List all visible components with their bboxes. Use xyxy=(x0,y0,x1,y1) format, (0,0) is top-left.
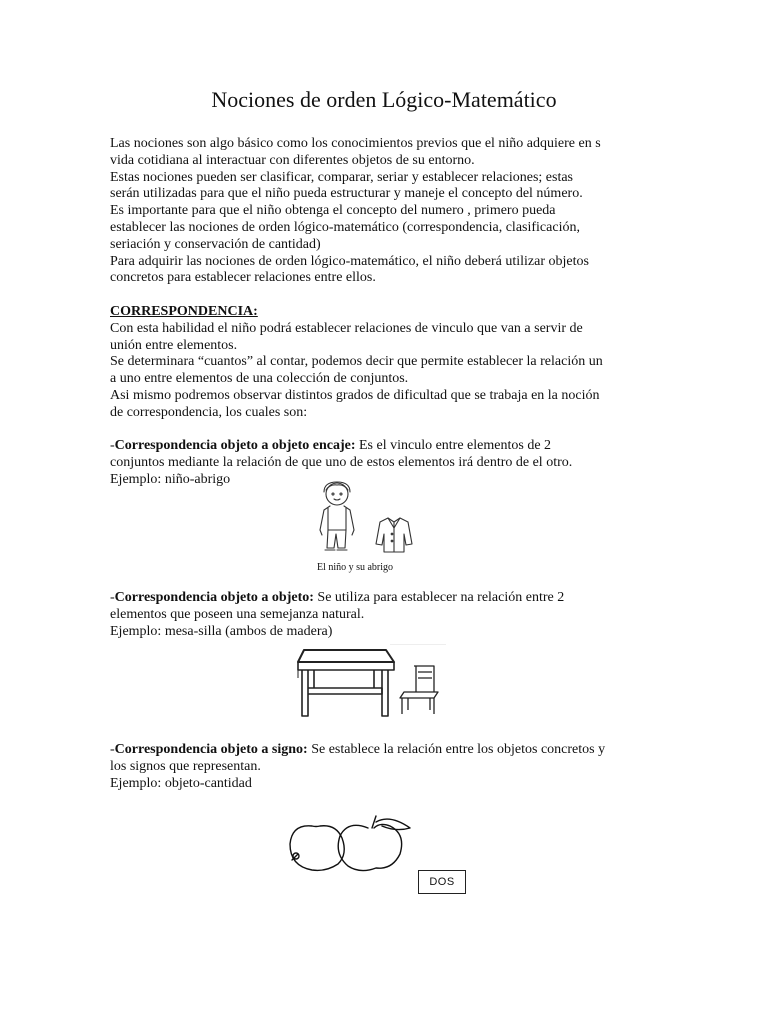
item-first-line xyxy=(110,742,660,759)
intro-line: seriación y conservación de cantidad) xyxy=(110,236,321,252)
item-lead: Correspondencia objeto a objeto encaje: xyxy=(114,438,356,453)
intro-line: Las nociones son algo básico como los conocimientos previos que el niño adquiere en s xyxy=(110,136,601,151)
section-line: unión entre elementos. xyxy=(110,337,238,353)
section-line: Asi mismo podremos observar distintos grados de dificultad que se trabaja en la noción xyxy=(110,387,600,403)
item-prefix: - xyxy=(110,590,115,605)
item-first-line xyxy=(110,438,660,455)
table-icon xyxy=(298,650,394,716)
intro-line: Estas nociones pueden ser clasificar, comparar, seriar y establecer relaciones; estas xyxy=(110,169,573,185)
item-first-line-rest: Se utiliza para establecer na relación entre 2 xyxy=(313,590,565,605)
section-line: de correspondencia, los cuales son: xyxy=(110,404,308,420)
chair-icon xyxy=(400,666,438,714)
item-first-line-rest: Se establece la relación entre los objetos concretos y xyxy=(307,742,606,757)
intro-line: establecer las nociones de orden lógico-matemático (correspondencia, clasificación, xyxy=(110,219,580,235)
item-line: Ejemplo: niño-abrigo xyxy=(110,471,231,487)
item-lead: Correspondencia objeto a objeto: xyxy=(114,590,314,605)
item-lead: Correspondencia objeto a signo: xyxy=(114,742,308,757)
item-prefix: - xyxy=(110,438,115,453)
section-line: a uno entre elementos de una colección de conjuntos. xyxy=(110,371,409,387)
section-heading: CORRESPONDENCIA: xyxy=(110,304,258,319)
apples-illustration xyxy=(286,814,416,876)
intro-line: Para adquirir las nociones de orden lógico-matemático, el niño deberá utilizar objetos xyxy=(110,253,589,269)
intro-line: vida cotidiana al interactuar con diferentes objetos de su entorno. xyxy=(110,152,475,168)
item-line: conjuntos mediante la relación de que uno de estos elementos irá dentro de el otro. xyxy=(110,454,573,470)
apple-left-icon xyxy=(290,826,344,871)
apple-right-icon xyxy=(338,816,410,871)
intro-line: Es importante para que el niño obtenga el concepto del numero , primero pueda xyxy=(110,203,556,219)
item-line: elementos que poseen una semejanza natural. xyxy=(110,606,365,622)
quantity-label-box: DOS xyxy=(418,870,466,894)
figure-caption: El niño y su abrigo xyxy=(316,562,394,573)
item-objeto-signo xyxy=(110,742,660,792)
coat-icon xyxy=(376,518,412,552)
table-and-chair-illustration xyxy=(294,644,446,720)
section-line: Con esta habilidad el niño podrá establecer relaciones de vinculo que van a servir de xyxy=(110,320,583,336)
item-first-line xyxy=(110,590,660,607)
intro-line: concretos para establecer relaciones entre ellos. xyxy=(110,270,376,286)
section-line: Se determinara “cuantos” al contar, podemos decir que permite establecer la relación un xyxy=(110,354,603,370)
item-line: Ejemplo: objeto-cantidad xyxy=(110,775,252,791)
item-line: Ejemplo: mesa-silla (ambos de madera) xyxy=(110,623,333,639)
item-line: los signos que representan. xyxy=(110,758,261,774)
intro-line: serán utilizadas para que el niño pueda estructurar y maneje el concepto del número. xyxy=(110,186,583,202)
item-first-line-rest: Es el vinculo entre elementos de 2 xyxy=(355,438,552,453)
item-objeto-objeto xyxy=(110,590,660,640)
item-prefix: - xyxy=(110,742,115,757)
page-title: Nociones de orden Lógico-Matemático xyxy=(211,87,557,112)
correspondencia-section xyxy=(110,304,660,422)
boy-and-coat-illustration xyxy=(308,478,418,558)
boy-icon xyxy=(320,482,354,550)
intro-paragraph xyxy=(110,136,660,287)
